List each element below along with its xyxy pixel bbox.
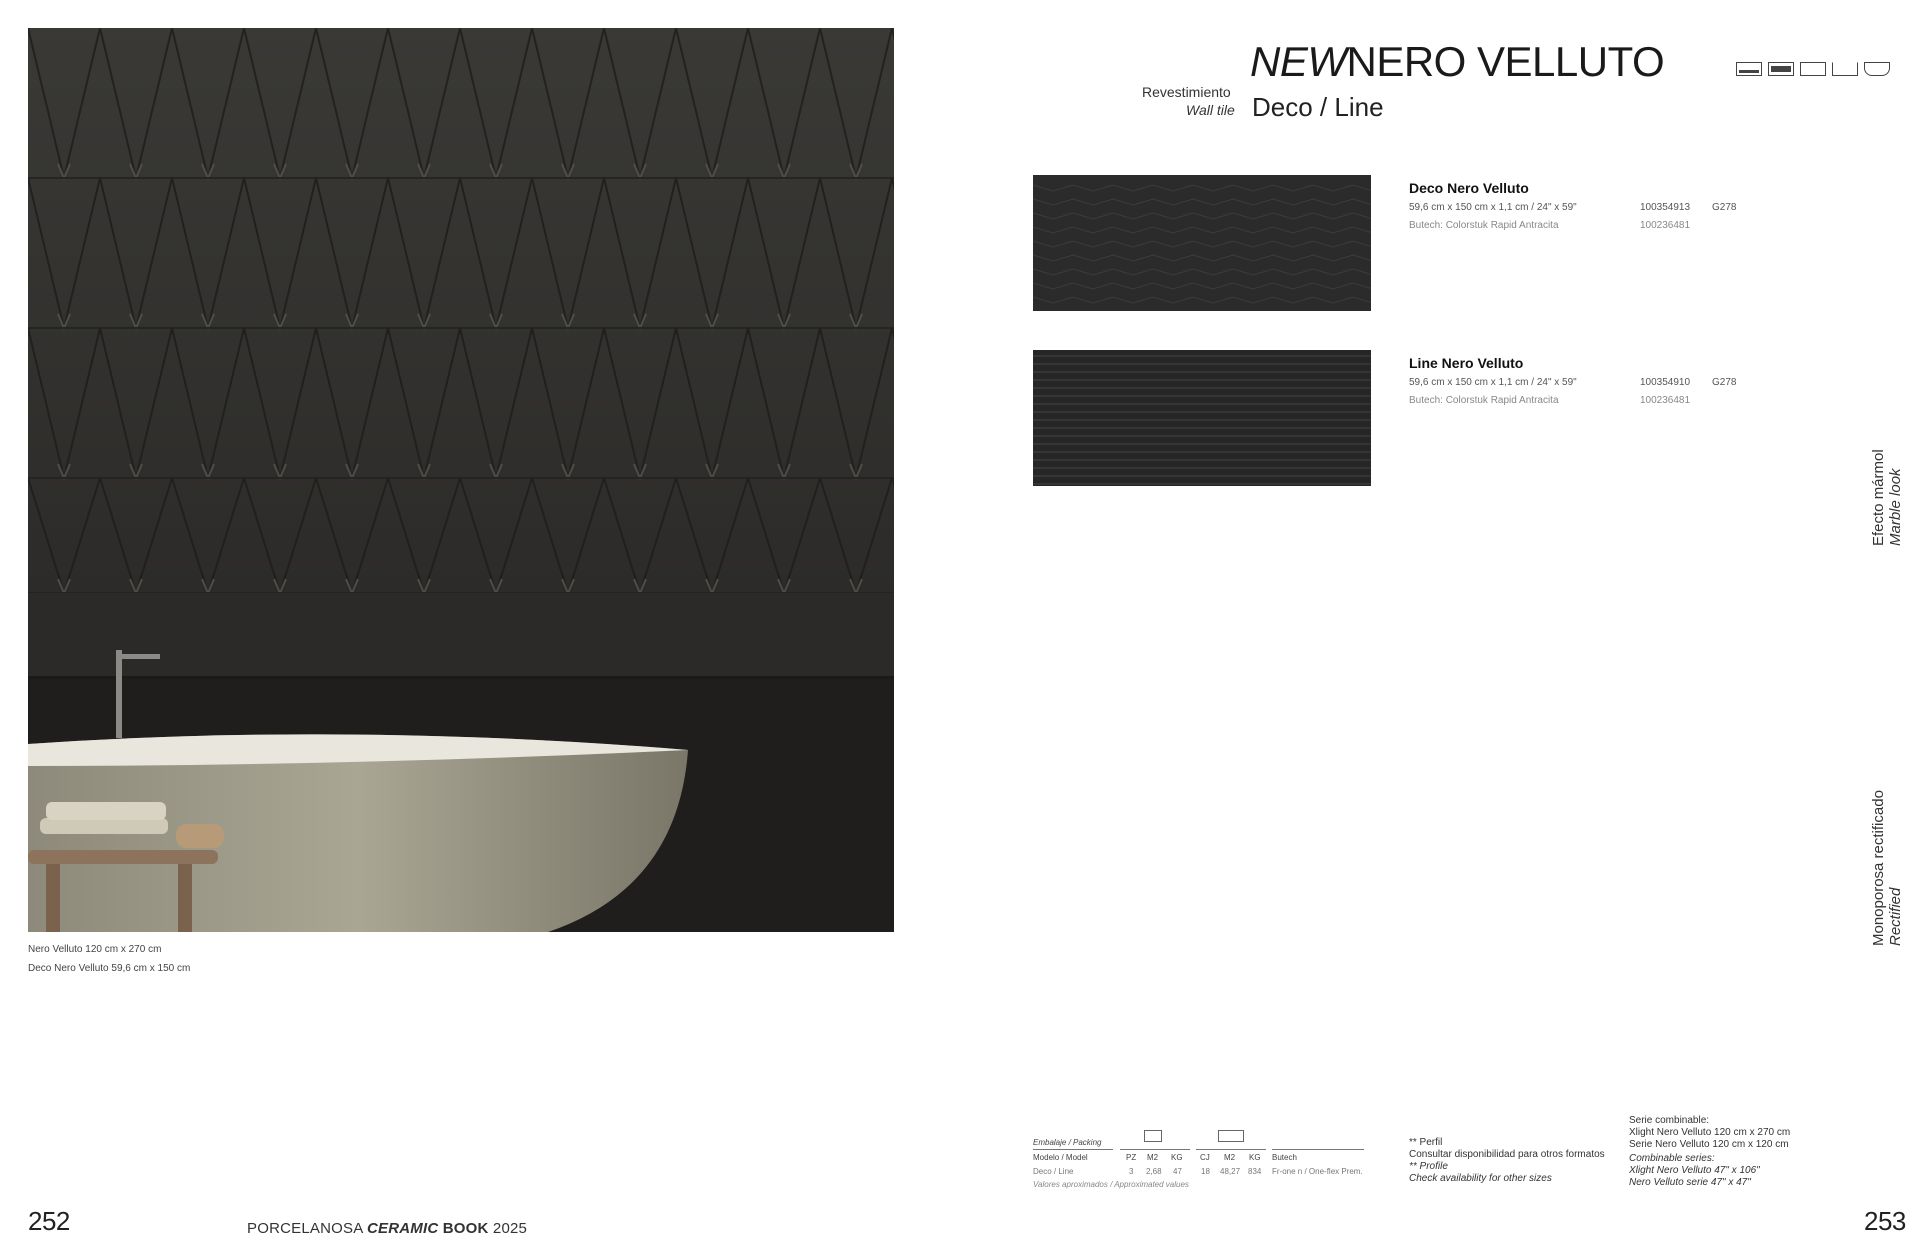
profile-title-es: ** Perfil [1409, 1137, 1443, 1148]
profile-title-en: ** Profile [1409, 1161, 1448, 1172]
plain-tile-icon [1800, 62, 1826, 76]
packing-header-pz: PZ [1126, 1153, 1137, 1162]
product-name: Line Nero Velluto [1409, 355, 1524, 371]
effect-label [1870, 449, 1904, 546]
packing-cell-cj: 18 [1201, 1167, 1210, 1176]
tile-swatch-line [1033, 350, 1371, 486]
packing-cell-butech: Fr-one n / One-flex Prem. [1272, 1167, 1363, 1176]
combinable-series [1629, 1115, 1790, 1189]
combinable-line1-en: Xlight Nero Velluto 47" x 106" [1629, 1165, 1760, 1176]
packing-header-butech: Butech [1272, 1153, 1297, 1162]
divider [1196, 1149, 1266, 1150]
footer-brand [247, 1220, 527, 1237]
divider [1120, 1149, 1190, 1150]
packing-header-cj: CJ [1200, 1153, 1210, 1162]
feature-wall-icon [1768, 62, 1794, 76]
body-label-es: Monoporosa rectificado [1870, 790, 1887, 946]
packing-header-m2: M2 [1147, 1153, 1159, 1162]
body-label [1870, 790, 1904, 946]
bathroom-sink-icon [1832, 62, 1858, 76]
models-label: Deco / Line [1252, 92, 1384, 122]
butech-code: 100236481 [1640, 220, 1691, 231]
packing-cell-kg-pallet: 834 [1248, 1167, 1262, 1176]
usage-icons [1736, 62, 1890, 80]
combinable-line2-en: Nero Velluto serie 47" x 47" [1629, 1177, 1751, 1188]
bathtub-icon [1864, 62, 1890, 76]
page-title [1250, 38, 1664, 86]
effect-label-en: Marble look [1887, 468, 1904, 546]
product-group: G278 [1712, 377, 1737, 388]
book-italic: CERAMIC [366, 1220, 439, 1237]
combinable-line1-es: Xlight Nero Velluto 120 cm x 270 cm [1629, 1127, 1791, 1138]
packing-header-model: Modelo / Model [1033, 1153, 1088, 1162]
product-code: 100354910 [1640, 377, 1691, 388]
photo-caption-line1: Nero Velluto 120 cm x 270 cm [28, 944, 162, 955]
new-label: NEW [1250, 38, 1347, 85]
page-number-left: 252 [28, 1206, 70, 1236]
wall-tile-icon [1736, 62, 1762, 76]
packing-header-m2-pallet: M2 [1224, 1153, 1236, 1162]
packing-title: Embalaje / Packing [1033, 1138, 1102, 1147]
photo-caption-line2: Deco Nero Velluto 59,6 cm x 150 cm [28, 963, 191, 974]
profile-note [1409, 1137, 1605, 1185]
divider [1033, 1149, 1113, 1150]
product-code: 100354913 [1640, 202, 1691, 213]
box-icon [1144, 1130, 1162, 1142]
combinable-line2-es: Serie Nero Velluto 120 cm x 120 cm [1629, 1139, 1789, 1150]
tile-swatch-deco [1033, 175, 1371, 311]
body-label-en: Rectified [1887, 887, 1904, 946]
packing-cell-m2: 2,68 [1146, 1167, 1162, 1176]
combinable-title-en: Combinable series: [1629, 1153, 1715, 1164]
pallet-icon [1218, 1130, 1244, 1142]
divider [1272, 1149, 1364, 1150]
butech-code: 100236481 [1640, 395, 1691, 406]
profile-text-en: Check availability for other sizes [1409, 1173, 1552, 1184]
packing-cell-kg: 47 [1173, 1167, 1182, 1176]
effect-label-es: Efecto mármol [1870, 449, 1887, 546]
profile-text-es: Consultar disponibilidad para otros formatos [1409, 1149, 1605, 1160]
product-butech: Butech: Colorstuk Rapid Antracita [1409, 220, 1559, 231]
book-year: 2025 [492, 1220, 528, 1237]
product-butech: Butech: Colorstuk Rapid Antracita [1409, 395, 1559, 406]
product-group: G278 [1712, 202, 1737, 213]
packing-cell-model: Deco / Line [1033, 1167, 1074, 1176]
packing-header-kg-pallet: KG [1249, 1153, 1261, 1162]
packing-header-kg: KG [1171, 1153, 1183, 1162]
combinable-title-es: Serie combinable: [1629, 1115, 1710, 1126]
type-label-es: Revestimiento [1142, 84, 1231, 100]
product-name: Deco Nero Velluto [1409, 180, 1529, 196]
product-size: 59,6 cm x 150 cm x 1,1 cm / 24" x 59" [1409, 377, 1577, 388]
packing-approx: Valores aproximados / Approximated values [1033, 1180, 1189, 1189]
book-label: BOOK [442, 1220, 489, 1237]
packing-cell-pz: 3 [1129, 1167, 1134, 1176]
product-size: 59,6 cm x 150 cm x 1,1 cm / 24" x 59" [1409, 202, 1577, 213]
bathroom-photo [28, 28, 894, 932]
type-label-en: Wall tile [1186, 102, 1235, 118]
brand-name: PORCELANOSA [247, 1220, 363, 1237]
collection-name: NERO VELLUTO [1346, 38, 1665, 85]
page-number-right: 253 [1864, 1206, 1906, 1236]
packing-cell-m2-pallet: 48,27 [1220, 1167, 1241, 1176]
